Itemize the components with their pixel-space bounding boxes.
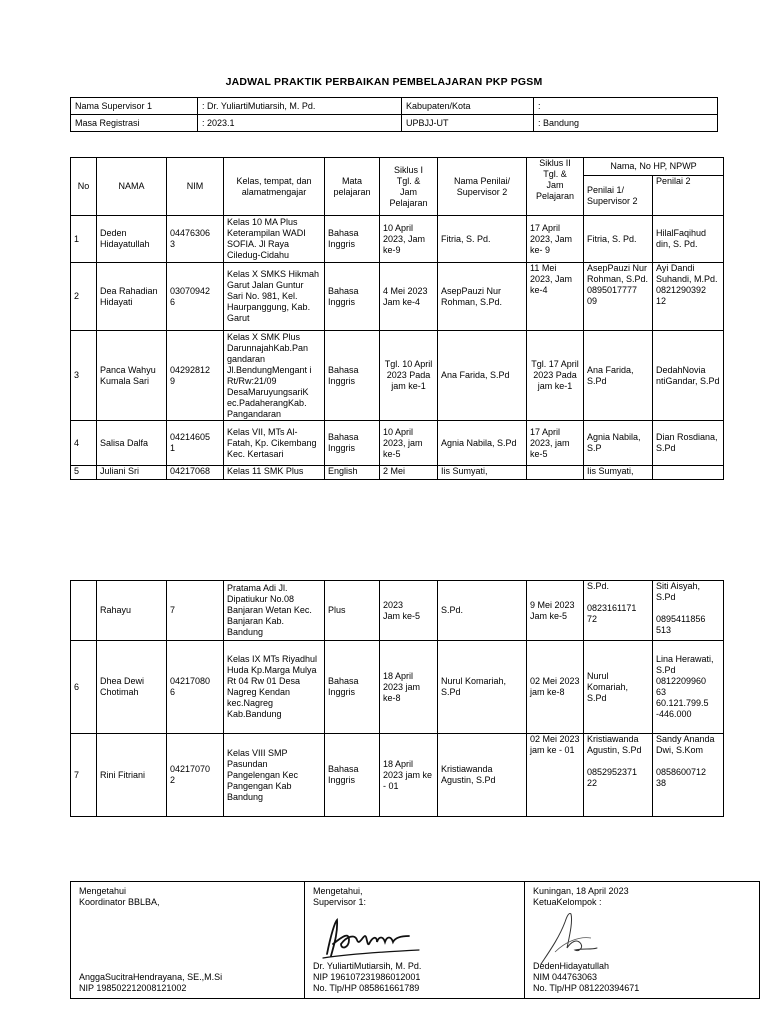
cell-siklus2 [527,466,584,480]
cell-nim: 04217068 [167,466,224,480]
cell-nim: 7 [167,581,224,641]
cell-penilai: Kristiawanda Agustin, S.Pd [438,734,527,817]
cell-penilai1: Ana Farida, S.Pd [584,331,653,421]
table-row [71,421,724,466]
cell-penilai: Iis Sumyati, [438,466,527,480]
cell-penilai1: Agnia Nabila, S.P [584,421,653,466]
cell-siklus2: 17 April 2023, Jam ke- 9 [527,216,584,263]
cell-no: 6 [71,641,97,734]
cell-siklus2: 17 April 2023, jam ke-5 [527,421,584,466]
info-row [71,115,718,132]
cell-mapel: Bahasa Inggris [325,331,380,421]
cell-siklus1: 10 April 2023, jam ke-5 [380,421,438,466]
header-kontak: Nama, No HP, NPWP [584,158,724,176]
cell-penilai1: AsepPauzi Nur Rohman, S.Pd. 0895017777 09 [584,263,653,331]
cell-no: 5 [71,466,97,480]
info-label: Kabupaten/Kota [402,98,534,115]
cell-nim: 04214605 1 [167,421,224,466]
leader-name: DedenHidayatullah NIM 044763063 No. Tlp/HP 081220394671 [533,961,640,993]
cell-kelas: Kelas 10 MA Plus Keterampilan WADI SOFIA. Jl Raya Ciledug-Cidahu [224,216,325,263]
info-value: : Bandung [534,115,718,132]
cell-siklus1: Tgl. 10 April 2023 Pada jam ke-1 [380,331,438,421]
cell-penilai: Ana Farida, S.Pd [438,331,527,421]
header-nama: NAMA [97,158,167,216]
signature-supervisor [305,882,525,999]
cell-siklus1: 2023 Jam ke-5 [380,581,438,641]
supervisor-heading: Mengetahui, Supervisor 1: [313,886,367,907]
header-kelas: Kelas, tempat, dan alamatmengajar [224,158,325,216]
header-penilai1: Penilai 1/ Supervisor 2 [584,176,653,216]
cell-nama: Rini Fitriani [97,734,167,817]
cell-no [71,581,97,641]
schedule-table-continued [70,580,724,817]
cell-penilai2 [653,466,724,480]
cell-kelas: Kelas VII, MTs Al-Fatah, Kp. Cikembang Kec. Kertasari [224,421,325,466]
cell-nama: Juliani Sri [97,466,167,480]
cell-penilai1: Nurul Komariah, S.Pd [584,641,653,734]
signature-group-leader [525,882,760,999]
cell-no: 1 [71,216,97,263]
cell-penilai2: DedahNovia ntiGandar, S.Pd [653,331,724,421]
cell-nim: 04217070 2 [167,734,224,817]
schedule-table [70,157,724,480]
leader-heading: Kuningan, 18 April 2023 KetuaKelompok : [533,886,629,907]
cell-penilai1: Fitria, S. Pd. [584,216,653,263]
table-row [71,466,724,480]
cell-siklus2: 02 Mei 2023 jam ke-8 [527,641,584,734]
cell-penilai2: Ayi Dandi Suhandi, M.Pd. 0821290392 12 [653,263,724,331]
cell-no: 4 [71,421,97,466]
cell-siklus1: 4 Mei 2023 Jam ke-4 [380,263,438,331]
cell-siklus1: 10 April 2023, Jam ke-9 [380,216,438,263]
cell-siklus1: 2 Mei [380,466,438,480]
cell-siklus1: 18 April 2023 jam ke - 01 [380,734,438,817]
cell-nim: 04292812 9 [167,331,224,421]
header-siklus1: Siklus I Tgl. & Jam Pelajaran [380,158,438,216]
table-row [71,216,724,263]
cell-nama: Dhea Dewi Chotimah [97,641,167,734]
cell-nama: Deden Hidayatullah [97,216,167,263]
info-table [70,97,718,132]
cell-mapel: English [325,466,380,480]
cell-mapel: Bahasa Inggris [325,734,380,817]
cell-penilai2: Siti Aisyah, S.Pd 0895411856 513 [653,581,724,641]
cell-no: 2 [71,263,97,331]
cell-nama: Salisa Dalfa [97,421,167,466]
coordinator-name: AnggaSucitraHendrayana, SE.,M.Si NIP 198502212008121002 [79,972,223,993]
info-label: Masa Registrasi [71,115,198,132]
header-no: No [71,158,97,216]
cell-siklus1: 18 April 2023 jam ke-8 [380,641,438,734]
cell-kelas: Pratama Adi Jl. Dipatiukur No.08 Banjaran Wetan Kec. Banjaran Kab. Bandung [224,581,325,641]
signature-table [70,881,760,999]
cell-mapel: Bahasa Inggris [325,263,380,331]
cell-nim: 04476306 3 [167,216,224,263]
cell-nim: 04217080 6 [167,641,224,734]
cell-penilai2: Sandy Ananda Dwi, S.Kom 0858600712 38 [653,734,724,817]
cell-siklus2: Tgl. 17 April 2023 Pada jam ke-1 [527,331,584,421]
info-label: UPBJJ-UT [402,115,534,132]
document-title: JADWAL PRAKTIK PERBAIKAN PEMBELAJARAN PKP PGSM [225,76,543,88]
header-row [71,158,724,176]
cell-kelas: Kelas 11 SMK Plus [224,466,325,480]
cell-no: 7 [71,734,97,817]
cell-penilai: Fitria, S. Pd. [438,216,527,263]
table-row [71,734,724,817]
cell-penilai2: Dian Rosdiana, S.Pd [653,421,724,466]
cell-penilai2: Lina Herawati, S.Pd 0812209960 63 60.121.799.5 -446.000 [653,641,724,734]
cell-siklus2: 11 Mei 2023, Jam ke-4 [527,263,584,331]
cell-siklus2: 02 Mei 2023 jam ke - 01 [527,734,584,817]
cell-penilai: S.Pd. [438,581,527,641]
cell-penilai2: HilalFaqihud din, S. Pd. [653,216,724,263]
coordinator-heading: Mengetahui Koordinator BBLBA, [79,886,160,907]
cell-kelas: Kelas IX MTs Riyadhul Huda Kp.Marga Mulya Rt 04 Rw 01 Desa Nagreg Kendan kec.Nagreg Kab.Bandung [224,641,325,734]
cell-no: 3 [71,331,97,421]
info-row [71,98,718,115]
cell-mapel: Bahasa Inggris [325,421,380,466]
header-penilai: Nama Penilai/ Supervisor 2 [438,158,527,216]
table-row [71,331,724,421]
cell-nama: Dea Rahadian Hidayati [97,263,167,331]
header-mapel: Mata pelajaran [325,158,380,216]
cell-mapel: Bahasa Inggris [325,216,380,263]
cell-nama: Rahayu [97,581,167,641]
cell-penilai: Nurul Komariah, S.Pd [438,641,527,734]
cell-nama: Panca Wahyu Kumala Sari [97,331,167,421]
cell-penilai: Agnia Nabila, S.Pd [438,421,527,466]
leader-signature [535,908,615,968]
cell-mapel: Plus [325,581,380,641]
cell-kelas: Kelas X SMKS Hikmah Garut Jalan Guntur Sari No. 981, Kel. Haurpanggung, Kab. Garut [224,263,325,331]
cell-siklus2: 9 Mei 2023 Jam ke-5 [527,581,584,641]
header-siklus2: Siklus II Tgl. & Jam Pelajaran [527,158,584,216]
cell-penilai1: Kristiawanda Agustin, S.Pd 0852952371 22 [584,734,653,817]
cell-penilai1: Iis Sumyati, [584,466,653,480]
cell-penilai1: S.Pd. 0823161171 72 [584,581,653,641]
table-row [71,581,724,641]
info-value: : [534,98,718,115]
info-value: : 2023.1 [198,115,402,132]
header-nim: NIM [167,158,224,216]
table-row [71,263,724,331]
table-row [71,641,724,734]
cell-kelas: Kelas X SMK Plus DarunnajahKab.Pan gandaran Jl.BendungMengant i Rt/Rw:21/09 DesaMaruyungsariK ec.PadaherangKab. Pangandaran [224,331,325,421]
info-label: Nama Supervisor 1 [71,98,198,115]
cell-nim: 03070942 6 [167,263,224,331]
header-penilai2: Penilai 2 [653,176,724,216]
signature-coordinator [71,882,305,999]
supervisor-name: Dr. YuliartiMutiarsih, M. Pd. NIP 196107231986012001 No. Tlp/HP 085861661789 [313,961,422,993]
cell-penilai: AsepPauzi Nur Rohman, S.Pd. [438,263,527,331]
supervisor-signature [319,914,429,962]
cell-kelas: Kelas VIII SMP Pasundan Pangelengan Kec Pangengan Kab Bandung [224,734,325,817]
cell-mapel: Bahasa Inggris [325,641,380,734]
info-value: : Dr. YuliartiMutiarsih, M. Pd. [198,98,402,115]
